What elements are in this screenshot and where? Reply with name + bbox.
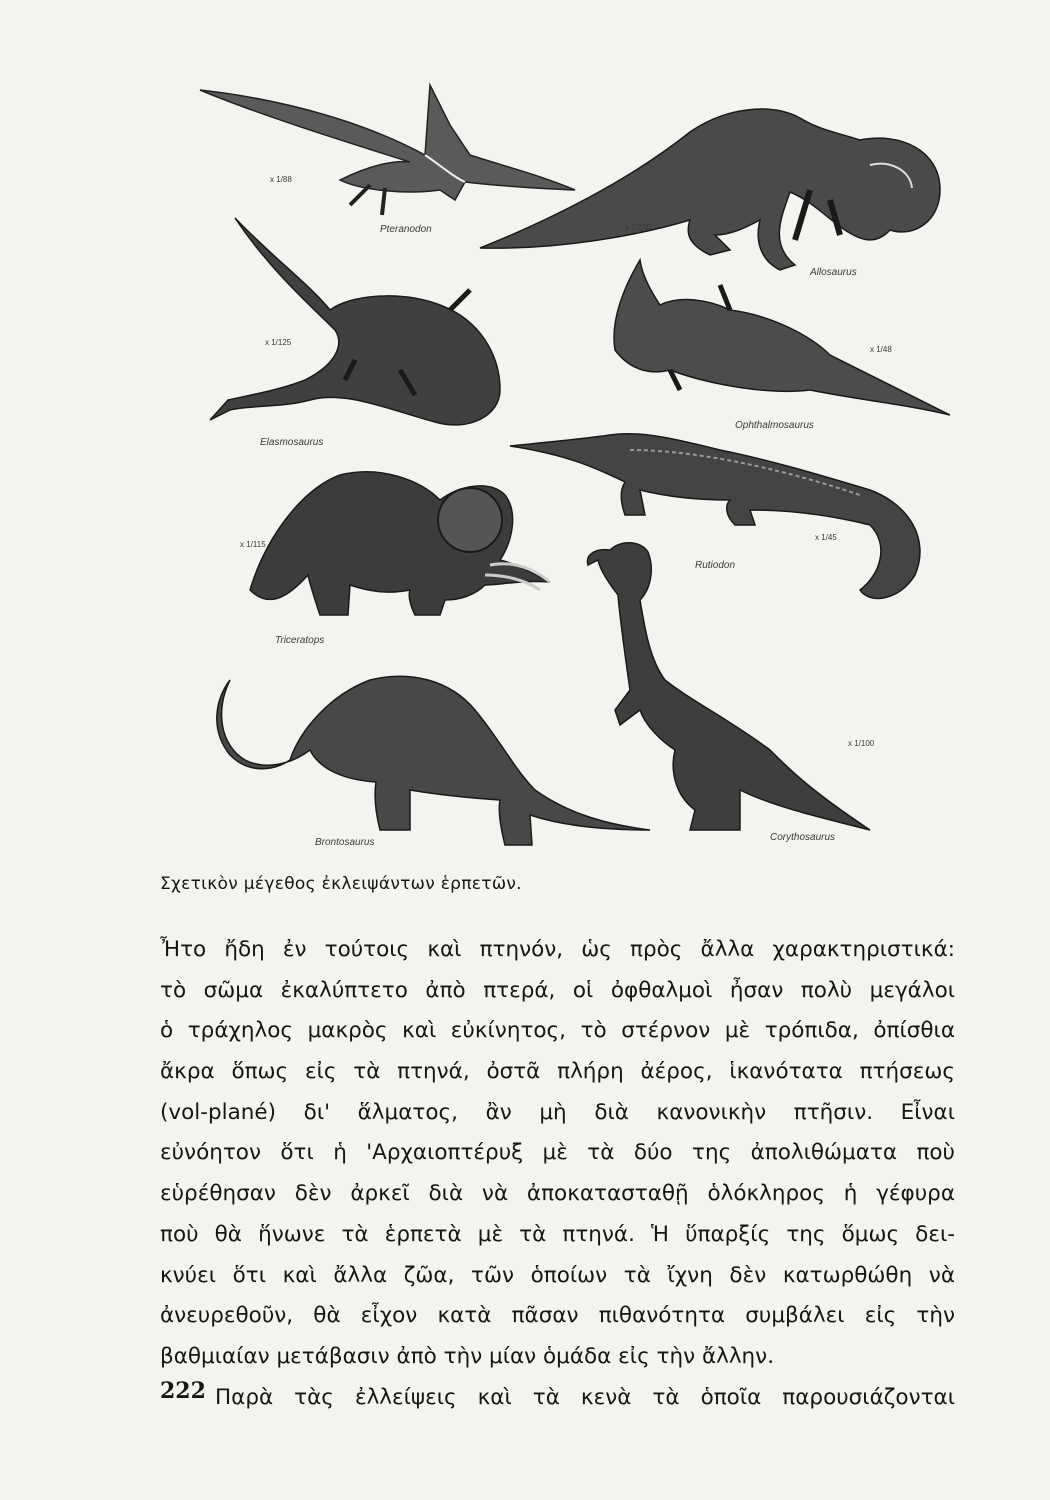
text-line: ὁ τράχηλος μακρὸς καὶ εὐκίνητος, τὸ στέρνον μὲ τρόπιδα, ὀπίσθια [160, 1018, 955, 1044]
text-line: (vol-plané) δι' ἅλματος, ἂν μὴ διὰ κανονικὴν πτῆσιν. Εἶναι [160, 1099, 955, 1125]
ophthalmosaurus-label: Ophthalmosaurus [735, 420, 814, 431]
elasmosaurus-label: Elasmosaurus [260, 437, 324, 448]
rutiodon-label: Rutiodon [695, 560, 736, 571]
pteranodon-drawing [200, 85, 575, 215]
text-line: ἄκρα ὅπως εἰς τὰ πτηνά, ὀστᾶ πλήρη ἀέρος, ἱκανότατα πτήσεως [160, 1059, 955, 1085]
allosaurus-drawing [480, 109, 940, 270]
rutiodon-scale: x 1/45 [815, 533, 837, 542]
figure-caption: Σχετικὸν μέγεθος ἐκλειψάντων ἑρπετῶν. [160, 874, 522, 894]
text-line: Ἦτο ἤδη ἐν τούτοις καὶ πτηνόν, ὡς πρὸς ἄλλα χαρακτηριστικά: [160, 937, 955, 962]
triceratops-drawing [250, 472, 550, 615]
text-line: ἀνευρεθοῦν, θὰ εἶχον κατὰ πᾶσαν πιθανότητα συμβάλει εἰς τὴν [160, 1303, 955, 1329]
rutiodon-drawing [510, 434, 920, 599]
corythosaurus-drawing [587, 543, 870, 830]
page-number: 222 [160, 1378, 206, 1404]
brontosaurus-drawing [217, 676, 650, 845]
ophthalmosaurus-drawing [614, 260, 950, 415]
extinct-reptiles-illustration [170, 70, 970, 870]
brontosaurus-label: Brontosaurus [315, 837, 375, 848]
pteranodon-scale: x 1/88 [270, 175, 292, 184]
text-line: κνύει ὅτι καὶ ἄλλα ζῶα, τῶν ὁποίων τὰ ἴχνη δὲν κατωρθώθη νὰ [160, 1262, 955, 1288]
text-line: εὑρέθησαν δὲν ἀρκεῖ διὰ νὰ ἀποκατασταθῇ ὁλόκληρος ἡ γέφυρα [160, 1181, 955, 1207]
text-line: Παρὰ τὰς ἐλλείψεις καὶ τὰ κενὰ τὰ ὁποῖα παρουσιάζονται [215, 1384, 955, 1410]
illustration-svg [170, 70, 970, 870]
triceratops-label: Triceratops [275, 635, 325, 646]
allosaurus-label: Allosaurus [810, 267, 857, 278]
elasmosaurus-scale: x 1/125 [265, 338, 292, 347]
text-line: τὸ σῶμα ἐκαλύπτετο ἀπὸ πτερά, οἱ ὀφθαλμοὶ ἦσαν πολὺ μεγάλοι [160, 977, 955, 1003]
corythosaurus-label: Corythosaurus [770, 832, 836, 843]
pteranodon-label: Pteranodon [380, 224, 432, 235]
corythosaurus-scale: x 1/100 [848, 739, 875, 748]
text-line: εὐνόητον ὅτι ἡ 'Αρχαιοπτέρυξ μὲ τὰ δύο της ἀπολιθώματα ποὺ [160, 1140, 955, 1166]
text-line: βαθμιαίαν μετάβασιν ἀπὸ τὴν μίαν ὁμάδα εἰς τὴν ἄλλην. [160, 1343, 775, 1369]
elasmosaurus-drawing [210, 218, 500, 425]
text-line: ποὺ θὰ ἥνωνε τὰ ἑρπετὰ μὲ τὰ πτηνά. Ἡ ὕπαρξίς της ὅμως δει- [160, 1221, 955, 1247]
triceratops-scale: x 1/115 [240, 540, 266, 549]
allosaurus-scale: x 1/100 [625, 223, 652, 232]
body-paragraph [160, 930, 955, 1418]
ophthalmosaurus-scale: x 1/48 [870, 345, 892, 354]
